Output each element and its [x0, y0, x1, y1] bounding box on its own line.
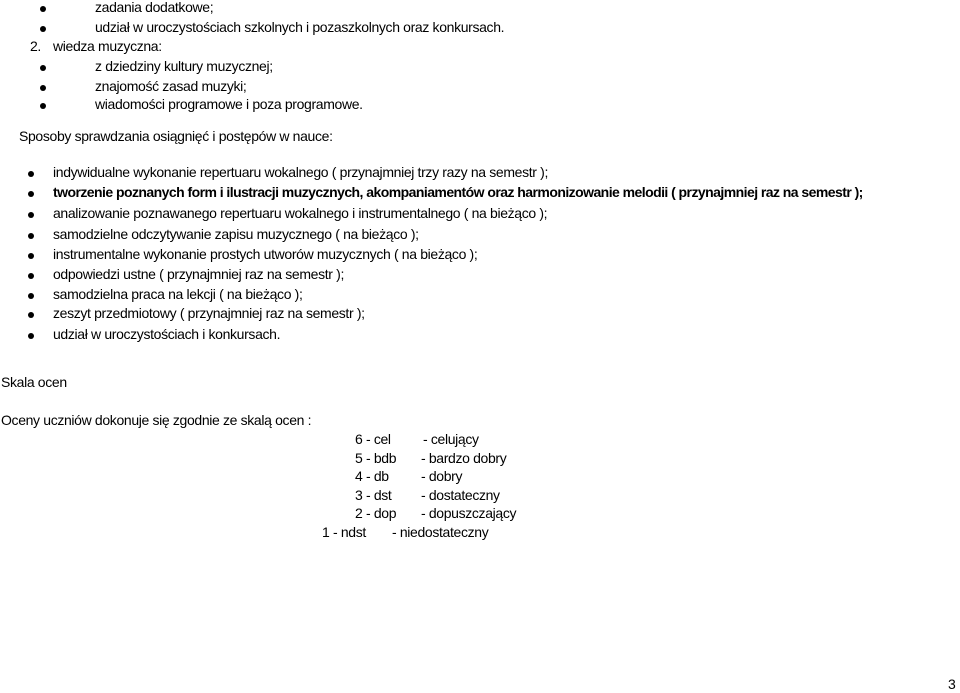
grade-name: - dopuszczający [421, 505, 517, 521]
grade-code: 6 - cel [355, 431, 391, 447]
bullet-icon [40, 26, 46, 32]
list-item-text: samodzielna praca na lekcji ( na bieżąco ); [53, 286, 303, 302]
bullet-icon [28, 273, 34, 279]
list-item-text: udział w uroczystościach i konkursach. [53, 326, 281, 342]
list-item-text: samodzielne odczytywanie zapisu muzycznego ( na bieżąco ); [53, 226, 419, 242]
grade-code: 4 - db [355, 468, 389, 484]
bullet-icon [40, 65, 46, 71]
list-item-text: wiadomości programowe i poza programowe. [95, 96, 363, 112]
grade-code: 1 - ndst [322, 524, 366, 540]
list-number: 2. [30, 38, 41, 54]
grade-name: - celujący [423, 431, 479, 447]
grade-name: - niedostateczny [392, 524, 489, 540]
assessment-heading: Sposoby sprawdzania osiągnięć i postępów w nauce: [19, 128, 333, 144]
list-item-text: znajomość zasad muzyki; [95, 78, 247, 94]
scale-heading: Skala ocen [1, 374, 67, 390]
list-item-text: instrumentalne wykonanie prostych utworów muzycznych ( na bieżąco ); [53, 246, 478, 262]
page-number: 3 [948, 676, 956, 692]
bullet-icon [28, 333, 34, 339]
grade-name: - dobry [421, 468, 463, 484]
bullet-icon [40, 103, 46, 109]
bullet-icon [28, 191, 34, 197]
scale-intro: Oceny uczniów dokonuje się zgodnie ze skalą ocen : [1, 412, 312, 428]
bullet-icon [28, 293, 34, 299]
list-item-text: udział w uroczystościach szkolnych i pozaszkolnych oraz konkursach. [95, 19, 505, 35]
grade-name: - dostateczny [421, 487, 500, 503]
bullet-icon [28, 171, 34, 177]
list-item-text: z dziedziny kultury muzycznej; [95, 58, 273, 74]
list-item-text: wiedza muzyczna: [53, 38, 162, 54]
bullet-icon [28, 212, 34, 218]
grade-name: - bardzo dobry [421, 450, 507, 466]
list-item-text: zeszyt przedmiotowy ( przynajmniej raz na semestr ); [53, 305, 365, 321]
bullet-icon [28, 233, 34, 239]
grade-code: 3 - dst [355, 487, 392, 503]
list-item-text: odpowiedzi ustne ( przynajmniej raz na semestr ); [53, 266, 344, 282]
list-item-text: analizowanie poznawanego repertuaru wokalnego i instrumentalnego ( na bieżąco ); [53, 205, 548, 221]
bullet-icon [28, 312, 34, 318]
grade-code: 2 - dop [355, 505, 397, 521]
bullet-icon [40, 85, 46, 91]
bullet-icon [40, 6, 46, 12]
grade-code: 5 - bdb [355, 450, 397, 466]
bullet-icon [28, 253, 34, 259]
list-item-text: tworzenie poznanych form i ilustracji muzycznych, akompaniamentów oraz harmonizowanie melodii ( przynajmniej raz na semestr ); [53, 184, 863, 200]
list-item-text: indywidualne wykonanie repertuaru wokalnego ( przynajmniej trzy razy na semestr ); [53, 164, 548, 180]
list-item-text: zadania dodatkowe; [95, 0, 214, 15]
